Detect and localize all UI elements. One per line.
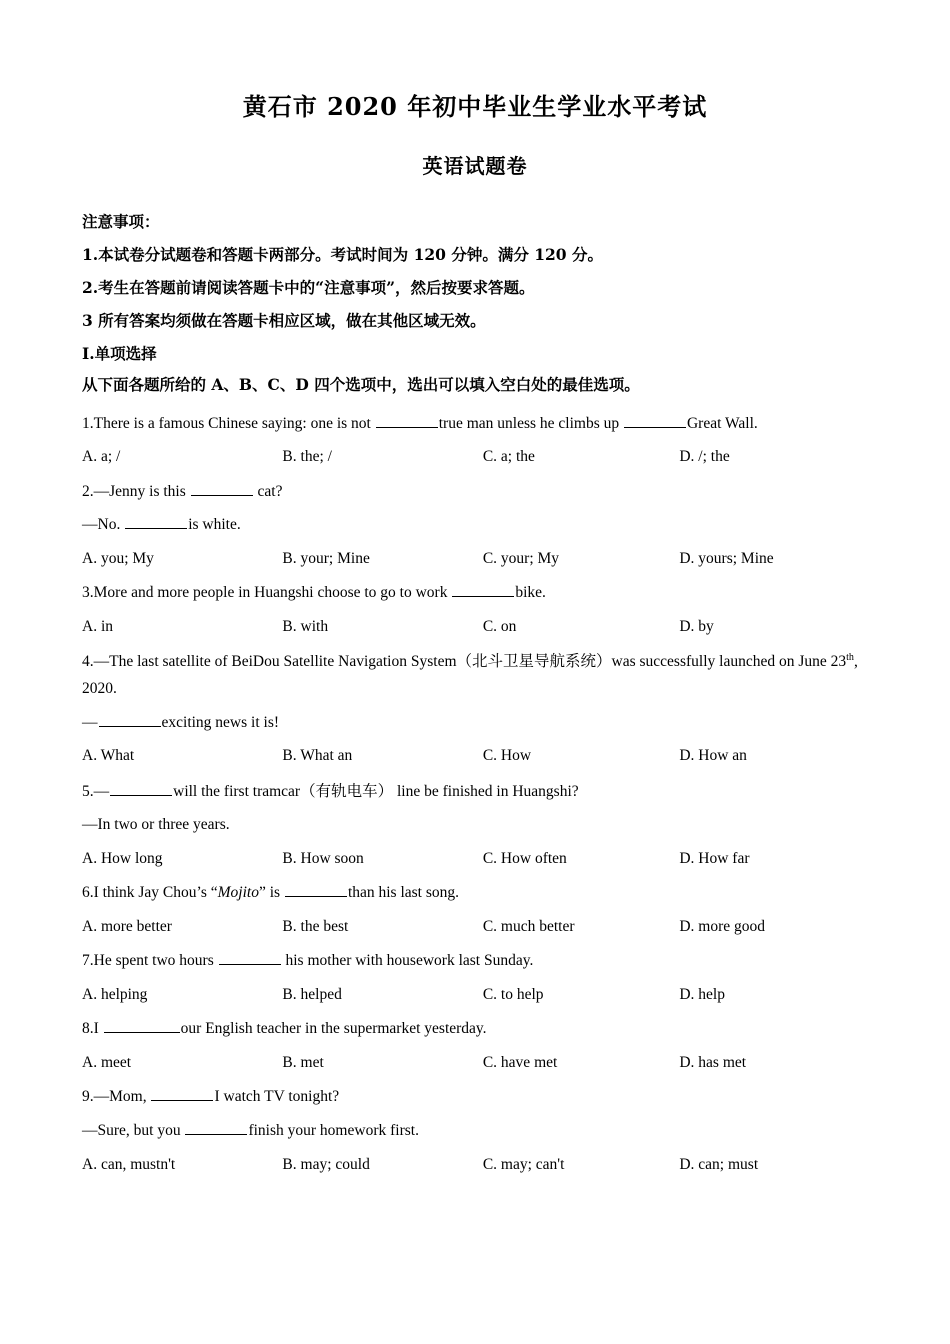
question-stem-part: bike. [515,584,546,602]
options-row [82,614,868,640]
option-b[interactable]: B. the; / [282,448,332,466]
answer-blank [285,882,347,898]
notices-heading: 注意事项： [82,211,160,231]
option-a[interactable]: A. a; / [82,448,121,466]
option-b[interactable]: B. How soon [282,849,364,867]
question-item: 6.I think Jay Chou’s “Mojito” is than his last song. A. more better B. the best C. much better D. more good [82,880,868,940]
option-c[interactable]: C. your; My [482,549,560,567]
answer-blank [99,711,161,727]
answer-blank [376,412,438,428]
answer-blank [104,1018,180,1034]
question-stem-part: He spent two hours [93,952,218,970]
question-item: 4.—The last satellite of BeiDou Satellite Navigation System（北斗卫星导航系统）was successfully launched on June 23th, 2020. — exciting news it is! A. What B. What an C. How D. How an [82,648,868,769]
option-a[interactable]: A. can, mustn't [82,1155,176,1173]
option-b[interactable]: B. met [282,1053,324,1071]
answer-blank [151,1086,213,1102]
option-c[interactable]: C. a; the [482,448,535,466]
option-c[interactable]: C. on [482,617,517,635]
answer-blank [125,514,187,530]
question-number: 9. [82,1088,94,1106]
option-d[interactable]: D. can; must [679,1155,759,1173]
section-heading: I.单项选择 [82,343,157,363]
options-row [82,444,868,470]
notices-block [82,210,868,333]
option-b[interactable]: B. may; could [282,1155,370,1173]
options-row [82,1050,868,1076]
option-c[interactable]: C. may; can't [482,1155,565,1173]
option-c[interactable]: C. to help [482,985,544,1003]
question-stem-part: true man unless he climbs up [438,414,623,432]
option-b[interactable]: B. the best [282,917,349,935]
answer-blank [110,780,172,796]
options-row [82,743,868,769]
option-a[interactable]: A. What [82,747,135,765]
option-b[interactable]: B. helped [282,985,342,1003]
question-number: 8. [82,1020,94,1038]
question-item: 9.—Mom, I watch TV tonight? —Sure, but you finish your homework first. A. can, mustn't B. may; could C. may; can't D. can; must [82,1084,868,1178]
options-row [82,846,868,872]
page-subtitle: 英语试题卷 [422,153,528,178]
option-d[interactable]: D. /; the [679,448,730,466]
question-number: 3. [82,584,94,602]
question-stem-part: More and more people in Huangshi choose to go to work [93,584,452,602]
answer-blank [452,582,514,598]
option-a[interactable]: A. meet [82,1053,132,1071]
question-item [82,948,868,1008]
options-row [82,914,868,940]
option-c[interactable]: C. have met [482,1053,558,1071]
option-d[interactable]: D. more good [679,917,766,935]
question-number: 5. [82,782,94,800]
answer-blank [624,412,686,428]
option-a[interactable]: A. How long [82,849,163,867]
option-b[interactable]: B. your; Mine [282,549,370,567]
option-b[interactable]: B. What an [282,747,353,765]
options-row [82,982,868,1008]
option-a[interactable]: A. in [82,617,113,635]
answer-blank [191,480,253,496]
option-d[interactable]: D. How an [679,747,747,765]
question-item: 5.— will the first tramcar（有轨电车） line be finished in Huangshi? —In two or three years. A. How long B. How soon C. How often D. How far [82,778,868,873]
option-a[interactable]: A. helping [82,985,148,1003]
section-instruction: 从下面各题所给的 A、B、C、D 四个选项中，选出可以填入空白处的最佳选项。 [82,374,640,394]
question-item: 2.—Jenny is this cat? —No. is white. A. you; My B. your; Mine C. your; My D. yours; Mine [82,479,868,573]
question-number: 7. [82,952,94,970]
notice-item-2: 2.考生在答题前请阅读答题卡中的“注意事项”，然后按要求答题。 [82,277,535,297]
option-d[interactable]: D. How far [679,849,750,867]
option-a[interactable]: A. more better [82,917,172,935]
question-stem-part: There is a famous Chinese saying: one is not [93,414,375,432]
option-a[interactable]: A. you; My [82,549,154,567]
option-b[interactable]: B. with [282,617,329,635]
question-stem-part: cat? [253,482,283,500]
answer-blank [219,950,281,966]
question-item: 8.I our English teacher in the supermarket yesterday. A. meet B. met C. have met D. has met [82,1016,868,1076]
question-item [82,411,868,471]
page-title: 黄石市 2020 年初中毕业生学业水平考试 [242,92,708,121]
options-row [82,546,868,572]
option-d[interactable]: D. has met [679,1053,747,1071]
notice-item-3: 3 所有答案均须做在答题卡相应区域，做在其他区域无效。 [82,310,486,330]
question-number: 4. [82,653,94,671]
option-c[interactable]: C. How [482,747,532,765]
question-stem-part: —Jenny is this [93,482,190,500]
option-c[interactable]: C. much better [482,917,575,935]
option-d[interactable]: D. by [679,617,714,635]
answer-blank [185,1119,247,1135]
question-stem-part: his mother with housework last Sunday. [281,952,534,970]
question-number: 1. [82,414,94,432]
option-c[interactable]: C. How often [482,849,567,867]
question-number: 2. [82,482,94,500]
question-number: 6. [82,884,94,902]
notice-item-1: 1.本试卷分试题卷和答题卡两部分。考试时间为 120 分钟。满分 120 分。 [82,244,603,264]
question-stem-part: Great Wall. [686,414,758,432]
option-d[interactable]: D. yours; Mine [679,549,774,567]
options-row [82,1152,868,1178]
option-d[interactable]: D. help [679,985,725,1003]
question-item [82,580,868,640]
